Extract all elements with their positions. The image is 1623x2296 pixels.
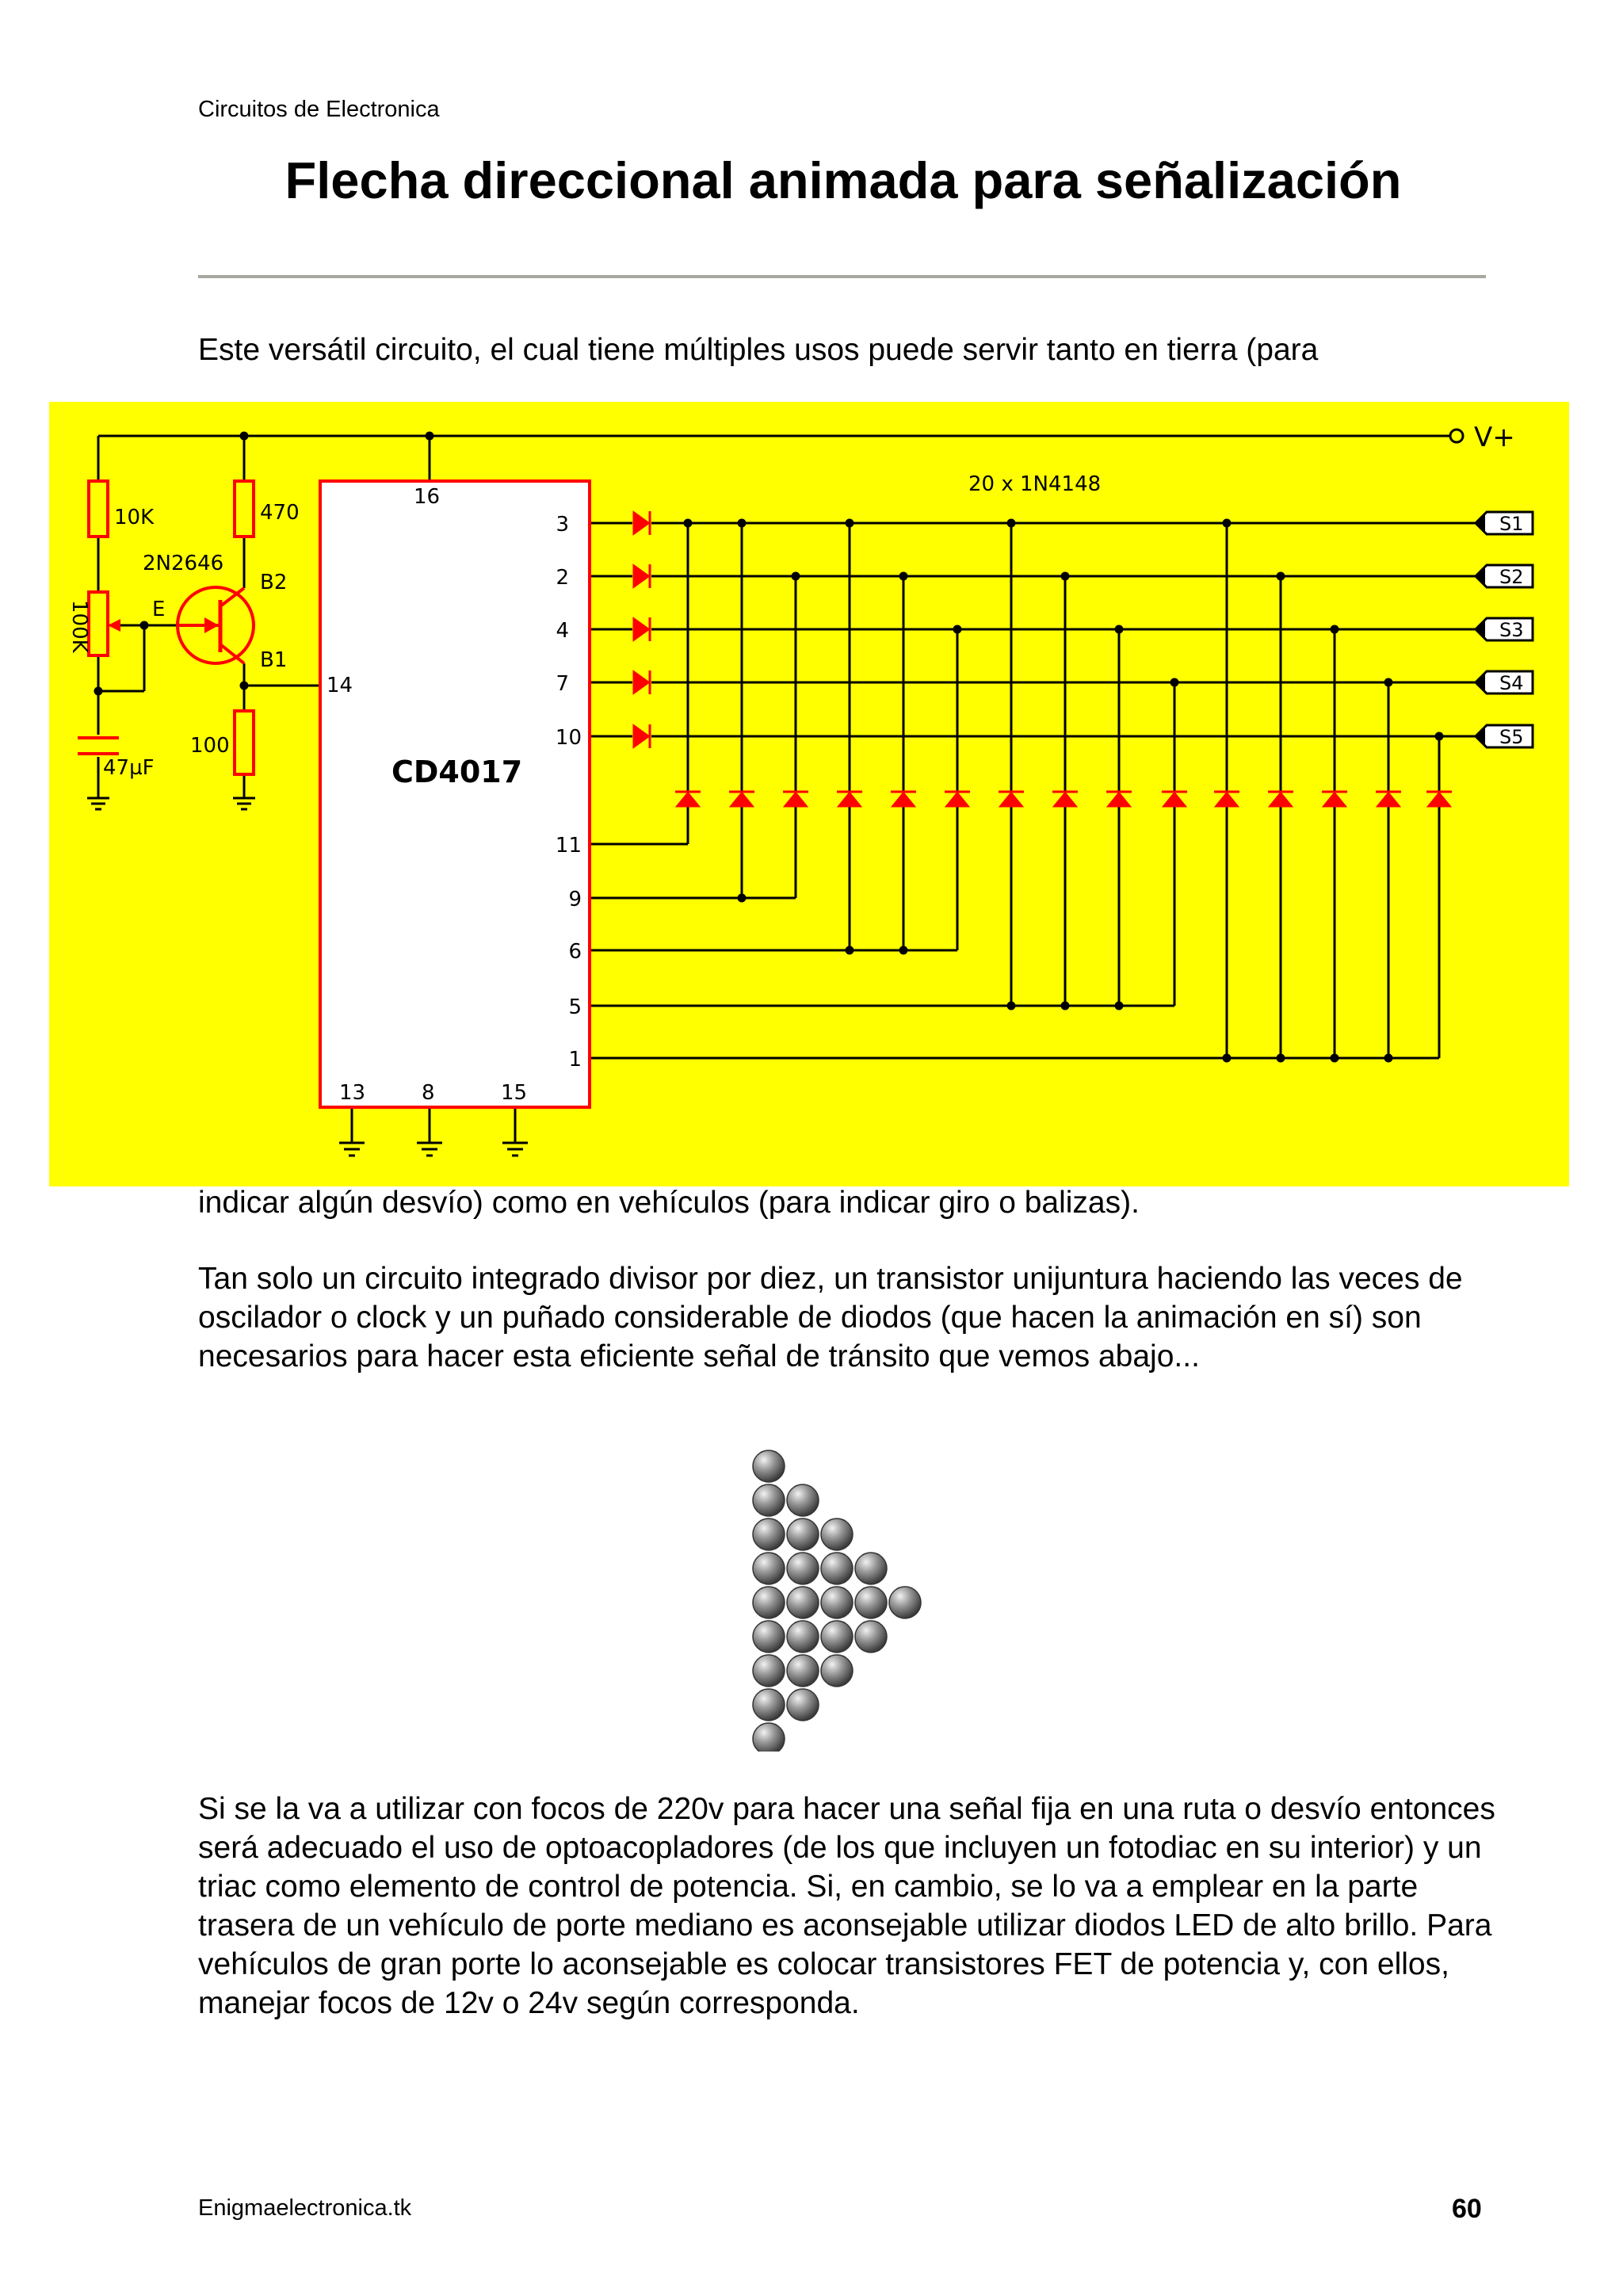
led-ball bbox=[753, 1689, 785, 1721]
ic-label: CD4017 bbox=[391, 755, 523, 789]
output-s1: S1 bbox=[1499, 513, 1524, 535]
led-ball bbox=[753, 1723, 785, 1752]
paragraph-usage: indicar algún desvío) como en vehículos (para indicar giro o balizas). bbox=[198, 1186, 1140, 1220]
led-ball bbox=[821, 1587, 853, 1618]
diode-note: 20 x 1N4148 bbox=[968, 472, 1102, 496]
cap-label: 47µF bbox=[103, 756, 155, 780]
ic-cd4017 bbox=[320, 481, 590, 1107]
pin-14: 14 bbox=[327, 674, 353, 697]
pin-4: 4 bbox=[556, 619, 569, 643]
led-ball bbox=[821, 1553, 853, 1584]
matrix-diodes bbox=[675, 792, 1452, 806]
pin-5: 5 bbox=[568, 995, 582, 1019]
r1-label: 10K bbox=[114, 506, 155, 529]
circuit-schematic bbox=[49, 402, 1569, 1186]
led-ball bbox=[889, 1587, 921, 1618]
output-s5: S5 bbox=[1499, 726, 1524, 748]
pot-label: 100K bbox=[67, 600, 91, 653]
output-s2: S2 bbox=[1499, 566, 1524, 588]
pin-3: 3 bbox=[556, 513, 569, 537]
led-arrow-figure bbox=[745, 1442, 951, 1752]
page-number: 60 bbox=[1452, 2194, 1482, 2224]
paragraph-applications: Si se la va a utilizar con focos de 220v para hacer una señal fija en una ruta o desvío entonces será adecuado el uso de optoacopladores (de los que incluyen un fotodiac en su interior) y un triac como elemento de control de potencia. Si, en cambio, se lo va a emplear en la parte trasera de un vehículo de porte mediano es aconsejable utilizar diodos LED de alto brillo. Para vehículos de gran porte lo aconsejable es colocar transistores FET de potencia y, con ellos, manejar focos de 12v o 24v según corresponda. bbox=[198, 1792, 1495, 2020]
supply-terminal bbox=[1450, 430, 1463, 442]
led-ball bbox=[753, 1484, 785, 1516]
led-ball bbox=[787, 1553, 819, 1584]
led-ball bbox=[821, 1519, 853, 1550]
led-ball bbox=[855, 1587, 887, 1618]
pin-6: 6 bbox=[568, 940, 582, 964]
r3-label: 100 bbox=[190, 734, 230, 758]
paragraph-intro: Este versátil circuito, el cual tiene múltiples usos puede servir tanto en tierra (para bbox=[198, 333, 1319, 367]
led-ball bbox=[855, 1553, 887, 1584]
footer-site: Enigmaelectronica.tk bbox=[198, 2195, 412, 2221]
led-ball bbox=[787, 1484, 819, 1516]
page-title: Flecha direccional animada para señalización bbox=[285, 151, 1402, 209]
led-ball bbox=[787, 1621, 819, 1652]
led-ball bbox=[821, 1621, 853, 1652]
output-s3: S3 bbox=[1499, 619, 1524, 641]
led-ball bbox=[753, 1553, 785, 1584]
transistor-icon bbox=[176, 587, 254, 663]
supply-label: V+ bbox=[1474, 422, 1515, 453]
resistor-10k bbox=[89, 481, 108, 537]
emitter-label: E bbox=[152, 598, 166, 621]
led-ball bbox=[787, 1587, 819, 1618]
capacitor-icon bbox=[78, 738, 119, 754]
output-diodes bbox=[634, 511, 650, 748]
wires bbox=[98, 436, 1476, 1143]
pin-9: 9 bbox=[568, 888, 582, 911]
led-ball bbox=[787, 1689, 819, 1721]
led-ball bbox=[787, 1519, 819, 1550]
transistor-label: 2N2646 bbox=[143, 552, 224, 575]
base2-label: B2 bbox=[260, 571, 288, 594]
header-category: Circuitos de Electronica bbox=[198, 97, 440, 122]
pin-15: 15 bbox=[501, 1081, 528, 1105]
junction-dots bbox=[94, 432, 1444, 1063]
pin-2: 2 bbox=[556, 566, 569, 590]
led-ball bbox=[753, 1587, 785, 1618]
led-ball bbox=[855, 1621, 887, 1652]
paragraph-description: Tan solo un circuito integrado divisor por diez, un transistor unijuntura haciendo las veces de oscilador o clock y un puñado considerable de diodos (que hacen la animación en sí) son necesarios para hacer esta eficiente señal de tránsito que vemos abajo... bbox=[198, 1262, 1463, 1373]
led-ball bbox=[753, 1655, 785, 1687]
pin-11: 11 bbox=[555, 834, 582, 858]
pin-8: 8 bbox=[422, 1081, 435, 1105]
pin-10: 10 bbox=[555, 726, 582, 750]
title-divider bbox=[198, 275, 1486, 278]
led-ball bbox=[753, 1621, 785, 1652]
output-s4: S4 bbox=[1499, 672, 1524, 694]
led-ball bbox=[753, 1450, 785, 1482]
pot-wiper-icon bbox=[108, 619, 120, 632]
led-ball bbox=[821, 1655, 853, 1687]
base1-label: B1 bbox=[260, 648, 288, 672]
pin-1: 1 bbox=[568, 1048, 582, 1072]
pin-7: 7 bbox=[556, 672, 569, 696]
led-ball bbox=[787, 1655, 819, 1687]
pin-16: 16 bbox=[414, 485, 441, 509]
resistor-100 bbox=[235, 711, 254, 774]
pin-13: 13 bbox=[339, 1081, 366, 1105]
led-ball bbox=[753, 1519, 785, 1550]
resistor-470 bbox=[235, 481, 254, 537]
r2-label: 470 bbox=[260, 501, 300, 525]
